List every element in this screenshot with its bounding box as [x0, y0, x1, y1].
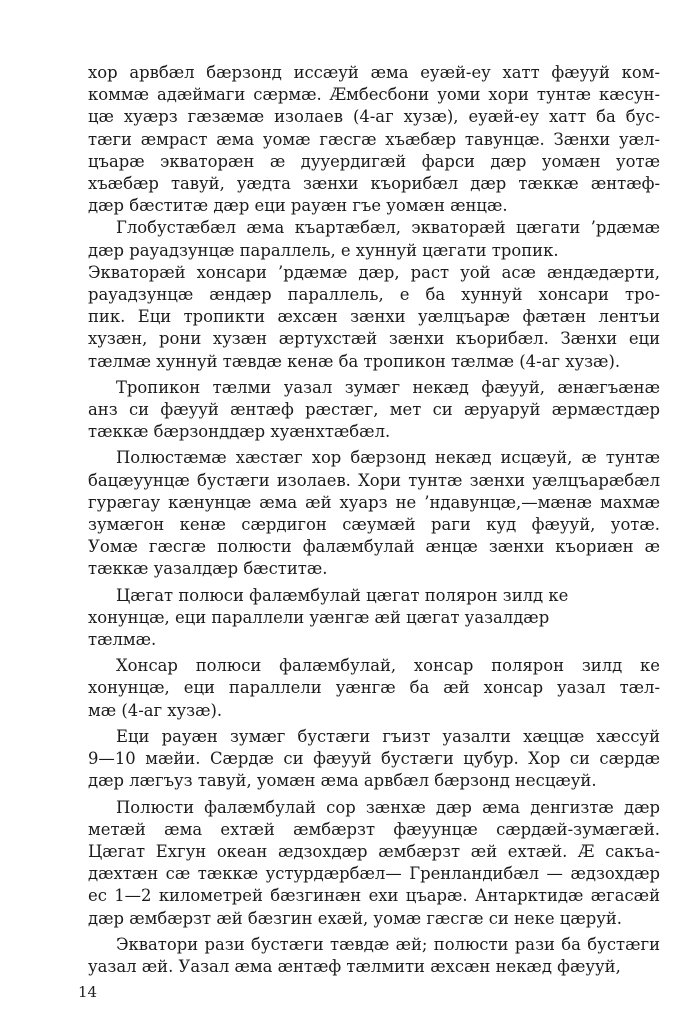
- text-line: дæхтæн сæ тæккæ устурдæрбæл— Гренландибæл — æдзохдæр: [88, 864, 660, 884]
- text-line: Экватори рази бустæги тæвдæ æй; полюсти рази ба бустæги: [116, 934, 660, 954]
- text-line: анз си фæууй æнтæф рæстæг, мет си æруаруй æрмæстдæр: [88, 400, 660, 420]
- paragraph-1: [88, 62, 660, 217]
- paragraph-5: [88, 585, 660, 652]
- paragraph-9: [88, 934, 660, 978]
- text-line: цъарæ экваторæн æ дууердигæй фарси дæр уомæн уотæ: [88, 151, 660, 171]
- text-line: Глобустæбæл æма къартæбæл, экваторæй цæгати ’рдæмæ: [116, 218, 660, 238]
- text-line: пик. Еци тропикти æхсæн зæнхи уæлцъарæ фæтæн лентъи: [88, 307, 660, 327]
- text-line: Полюстæмæ хæстæг хор бæрзонд некæд исцæуй, æ тунтæ: [116, 448, 660, 468]
- text-line: гурæгау кæнунцæ æма æй хуарз не ’ндавунцæ,—мæнæ махмæ: [88, 492, 660, 512]
- text-line: Уомæ гæсгæ полюсти фалæмбулай æнцæ зæнхи къориæн æ: [88, 537, 660, 557]
- text-line: цæ хуæрз гæзæмæ изолаев (4-аг хузæ), еуæй-еу хатт ба бус-: [88, 107, 660, 127]
- page-number: 14: [78, 983, 98, 1001]
- paragraph-2: [88, 217, 660, 372]
- paragraph-3: [88, 377, 660, 444]
- text-line: хонунцæ, еци параллели уæнгæ ба æй хонсар уазал тæл-: [88, 678, 660, 698]
- text-line: Экваторæй хонсари ’рдæмæ дæр, раст уой асæ æндæдæрти,: [88, 262, 660, 282]
- text-line: Тропикон тæлми уазал зумæг некæд фæууй, æнæгъæнæ: [116, 377, 660, 397]
- text-line: тæги æмраст æма уомæ гæсгæ хъæбæр тавунцæ. Зæнхи уæл-: [88, 129, 660, 149]
- text-line: 9—10 мæйи. Сæрдæ си фæууй бустæги цубур. Хор си сæрдæ: [88, 749, 660, 769]
- text-line: Полюсти фалæмбулай сор зæнхæ дæр æма денгизтæ дæр: [116, 797, 660, 817]
- text-page: [88, 58, 660, 978]
- text-line: тæлмæ.: [88, 630, 157, 650]
- text-line: дæр рауадзунцæ параллель, е хуннуй цæгати тропик.: [88, 240, 559, 260]
- text-line: метæй æма ехтæй æмбæрзт фæуунцæ сæрдæй-зумæгæй.: [88, 819, 660, 839]
- text-line: Цæгат полюси фалæмбулай цæгат полярон зилд ке: [116, 585, 569, 605]
- text-line: дæр æмбæрзт æй бæзгин ехæй, уомæ гæсгæ си неке цæруй.: [88, 908, 623, 928]
- text-line: хор арвбæл бæрзонд иссæуй æма еуæй-еу хатт фæууй ком-: [88, 63, 660, 82]
- text-line: хузæн, рони хузæн æртухстæй зæнхи къорибæл. Зæнхи еци: [88, 329, 660, 349]
- paragraph-7: [88, 726, 660, 793]
- paragraph-4: [88, 447, 660, 580]
- text-line: тæккæ бæрзонддæр хуæнхтæбæл.: [88, 422, 391, 442]
- text-line: тæккæ уазалдæр бæститæ.: [88, 559, 328, 579]
- text-line: рауадзунцæ æндæр параллель, е ба хуннуй хонсари тро-: [88, 285, 660, 305]
- text-line: мæ (4-аг хузæ).: [88, 700, 223, 720]
- text-line: Цæгат Ехгун океан æдзохдæр æмбæрзт æй ехтæй. Æ сакъа-: [88, 841, 660, 861]
- text-line: тæлмæ хуннуй тæвдæ кенæ ба тропикон тæлмæ (4-аг хузæ).: [88, 351, 621, 371]
- text-line: дæр лæгъуз тавуй, уомæн æма арвбæл бæрзонд несцæуй.: [88, 771, 597, 791]
- text-line: зумæгон кенæ сæрдигон сæумæй раги куд фæууй, уотæ.: [88, 515, 660, 535]
- text-line: бацæуунцæ бустæги изолаев. Хори тунтæ зæнхи уæлцъарæбæл: [88, 470, 660, 490]
- text-line: коммæ адæймаги сæрмæ. Æмбесбони уоми хори тунтæ кæсун-: [88, 85, 660, 105]
- text-line: дæр бæститæ дæр еци рауæн гъе уомæн æнцæ.: [88, 196, 508, 216]
- text-line: хонунцæ, еци параллели уæнгæ æй цæгат уазалдæр: [88, 607, 550, 627]
- text-line: уазал æй. Уазал æма æнтæф тæлмити æхсæн некæд фæууй,: [88, 956, 621, 976]
- paragraph-8: [88, 797, 660, 930]
- text-line: Еци рауæн зумæг бустæги гъизт уазалти хæццæ хæссуй: [116, 726, 660, 746]
- text-line: Хонсар полюси фалæмбулай, хонсар полярон зилд ке: [116, 656, 660, 676]
- text-line: хъæбæр тавуй, уæдта зæнхи къорибæл дæр тæккæ æнтæф-: [88, 174, 660, 194]
- text-line: ес 1—2 километрей бæзгинæн ехи цъарæ. Антарктидæ æгасæй: [88, 886, 660, 906]
- paragraph-6: [88, 655, 660, 722]
